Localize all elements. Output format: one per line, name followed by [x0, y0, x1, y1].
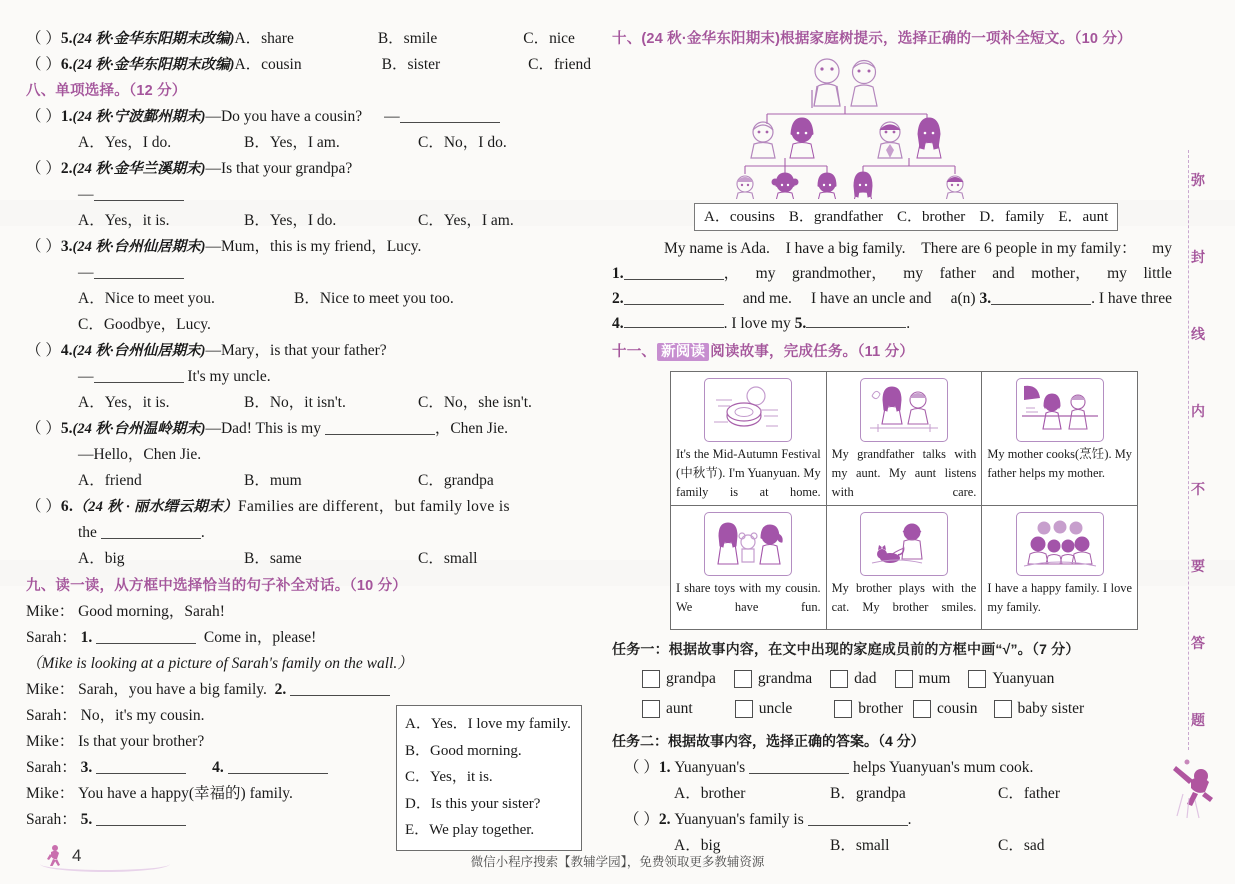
option-c[interactable]: C．nice — [523, 30, 575, 47]
story-panel — [671, 506, 827, 630]
speaker-label: Sarah： — [26, 759, 77, 776]
cloze-text: my — [903, 265, 924, 282]
question-stem: —Dad! This is my — [205, 420, 321, 437]
checkbox-item[interactable] — [895, 664, 965, 694]
checkbox[interactable] — [994, 700, 1012, 718]
answer-parenthesis[interactable]: （ ） — [26, 56, 61, 73]
aunt-figure — [790, 118, 814, 158]
cloze-text: I have an uncle and — [810, 290, 932, 307]
word-bank-b[interactable]: B．grandfather — [788, 209, 883, 225]
blank-number: 3. — [979, 290, 992, 307]
sealing-line-text — [1181, 170, 1215, 730]
answer-blank[interactable] — [94, 263, 184, 279]
answer-blank[interactable] — [624, 264, 724, 280]
speaker-label: Sarah： — [26, 629, 77, 646]
word-bank-d[interactable]: D．family — [979, 209, 1045, 225]
story-panel-text: I share toys with my cousin. We have fun. — [676, 581, 821, 614]
mother-figure — [917, 118, 941, 158]
brother-cat-icon — [860, 512, 948, 576]
cloze-text: grandmother， — [792, 265, 887, 282]
answer-parenthesis[interactable]: （ ） — [26, 108, 61, 125]
answer-line — [26, 182, 592, 208]
dialogue-text: Sarah，you have a big family. — [78, 681, 267, 698]
checkbox-label: Yuanyuan — [992, 670, 1055, 687]
cloze-text: a(n) — [950, 290, 976, 307]
checkbox-item[interactable] — [968, 664, 1068, 694]
option-b[interactable]: B．No，it isn't. — [244, 394, 346, 411]
grandfather-aunt-talking-icon — [860, 378, 948, 442]
option-a[interactable]: A．friend — [78, 472, 142, 489]
option-b[interactable]: B．mum — [244, 472, 302, 489]
cloze-line — [612, 236, 1172, 261]
question-row — [26, 26, 592, 52]
uncle-figure — [751, 122, 775, 158]
dialogue-line — [26, 625, 592, 651]
cousin-child-figure — [818, 173, 836, 199]
task-1-label: 任务一：根据故事内容，在文中出现的家庭成员前的方框中画“√”。（7 分） — [612, 641, 1080, 657]
task-2-label: 任务二：根据故事内容，选择正确的答案。（4 分） — [612, 733, 925, 749]
dialogue-reply: —Hello，Chen Jie. — [78, 446, 202, 463]
story-panel — [826, 506, 982, 630]
answer-blank[interactable] — [96, 758, 186, 774]
stem-tail: ，Chen Jie. — [434, 420, 509, 437]
question-number: 6. — [60, 498, 74, 515]
question-row — [612, 755, 1172, 781]
dialogue-text: You have a happy(幸福的) family. — [78, 785, 293, 802]
page-number: 4 — [72, 846, 82, 865]
answer-parenthesis[interactable]: （ ） — [26, 342, 61, 359]
checkbox-item[interactable] — [834, 694, 909, 724]
answer-blank[interactable] — [808, 810, 908, 826]
answer-dash: — — [78, 264, 94, 281]
answer-blank[interactable] — [749, 758, 849, 774]
seal-char: 要 — [1191, 557, 1205, 574]
sentence-bank-box — [396, 705, 582, 851]
checkbox-item[interactable] — [913, 694, 989, 724]
question-stem: Families are different，but family love is — [237, 498, 510, 515]
question-source: (24 秋·金华东阳期末改编) — [72, 57, 235, 73]
stem-tail: helps Yuanyuan's mum cook. — [852, 759, 1034, 776]
speaker-label: Sarah： — [26, 811, 77, 828]
bank-option-b[interactable]: B．Good morning. — [405, 742, 522, 759]
grandfather-figure — [812, 59, 840, 108]
option-a[interactable]: A．Nice to meet you. — [78, 290, 215, 307]
option-c[interactable]: C．grandpa — [418, 472, 494, 489]
section-8-heading: 八、单项选择。（12 分） — [26, 83, 187, 99]
question-number: 1. — [658, 759, 671, 776]
option-c[interactable]: C．No，I do. — [418, 134, 507, 151]
question-row — [612, 807, 1172, 833]
section-10-heading: 十、(24 秋·金华东阳期末)根据家庭树提示，选择正确的一项补全短文。（10 分） — [612, 31, 1132, 47]
section-11-heading — [612, 339, 1172, 365]
sibling-boy-figure — [946, 176, 964, 199]
blank-number: 2. — [612, 290, 624, 307]
checkbox-label: mum — [918, 670, 951, 687]
mooncakes-icon — [704, 378, 792, 442]
option-c[interactable]: C．small — [418, 550, 478, 567]
cousin-girl-figure — [772, 173, 798, 199]
option-c[interactable]: C．Yes，I am. — [418, 212, 514, 229]
answer-parenthesis[interactable]: （ ） — [26, 498, 61, 515]
seal-char: 内 — [1191, 403, 1205, 420]
cloze-text: mother， — [1031, 265, 1091, 282]
choice-row — [26, 468, 592, 494]
story-panel — [671, 372, 827, 506]
checkbox[interactable] — [642, 700, 660, 718]
word-bank-c[interactable]: C．brother — [896, 209, 966, 225]
cloze-line — [612, 286, 1172, 311]
checkbox-label: grandma — [757, 670, 813, 687]
option-a[interactable]: A．Yes，I do. — [78, 134, 172, 151]
cloze-text: my — [1152, 240, 1172, 257]
checkbox-item[interactable] — [642, 664, 730, 694]
option-c[interactable]: C．No，she isn't. — [418, 394, 532, 411]
checkbox-label: grandpa — [666, 670, 716, 687]
stem-tail: . — [907, 811, 912, 828]
story-grid-row — [671, 506, 1138, 630]
answer-blank[interactable] — [94, 185, 184, 201]
question-stem: Yuanyuan's — [674, 759, 746, 776]
checkbox-label: baby sister — [1017, 700, 1085, 717]
option-a[interactable]: A．big — [78, 550, 125, 567]
stage-direction: （Mike is looking at a picture of Sarah's family on the wall.） — [26, 655, 413, 672]
dialogue-line — [26, 677, 592, 703]
checkbox-label: dad — [854, 670, 877, 687]
speaker-label: Mike： — [26, 681, 75, 698]
question-stem: —Mum，this is my friend，Lucy. — [205, 238, 422, 255]
story-panel-text: My brother plays with the cat. My brother smiles. — [831, 581, 977, 614]
speaker-label: Mike： — [26, 785, 75, 802]
option-a[interactable]: A．Yes，it is. — [78, 212, 170, 229]
grandmother-figure — [851, 61, 877, 107]
question-number: 4. — [60, 342, 73, 359]
story-panel — [826, 372, 982, 506]
speaker-label: Sarah： — [26, 707, 77, 724]
option-b[interactable]: B．Nice to meet you too. — [294, 290, 454, 307]
cloze-text: My name is Ada. — [664, 240, 770, 257]
answer-parenthesis[interactable]: （ ） — [26, 420, 61, 437]
cloze-text: father — [939, 265, 976, 282]
answer-blank[interactable] — [96, 628, 196, 644]
option-a[interactable]: A．brother — [674, 785, 746, 802]
watermark-text: 微信小程序搜索【教辅学园】，免费领取更多教辅资源 — [470, 855, 765, 869]
seal-char: 题 — [1191, 711, 1205, 728]
question-number: 2. — [60, 160, 73, 177]
checkbox-item[interactable] — [734, 664, 826, 694]
option-c[interactable]: C．Goodbye，Lucy. — [78, 316, 211, 333]
story-panel-text: It's the Mid-Autumn Festival (中秋节). I'm Yuanyuan. My family is at home. — [676, 447, 821, 499]
family-tree-diagram — [612, 54, 1172, 199]
checkbox-item[interactable] — [994, 694, 1099, 724]
answer-blank[interactable] — [101, 523, 201, 539]
bank-option-a[interactable]: A．Yes．I love my family. — [405, 716, 571, 732]
happy-family-icon — [1016, 512, 1104, 576]
cloze-line — [612, 311, 1172, 336]
cloze-text: ， — [723, 265, 740, 282]
question-row — [26, 416, 592, 442]
option-a[interactable]: A．share — [234, 30, 294, 47]
answer-dash: — — [78, 368, 94, 385]
question-source: （24 秋 · 丽水缙云期末） — [73, 499, 238, 515]
blank-number: 1. — [612, 265, 624, 282]
question-source: (24 秋·台州仙居期末) — [72, 239, 206, 255]
question-number: 5. — [60, 420, 73, 437]
answer-blank[interactable] — [290, 680, 390, 696]
checkbox-label: uncle — [758, 700, 793, 717]
choice-row — [26, 390, 592, 416]
checkbox[interactable] — [834, 700, 852, 718]
answer-parenthesis[interactable]: （ ） — [624, 759, 659, 776]
checkbox[interactable] — [830, 670, 848, 688]
story-grid-row — [671, 372, 1138, 506]
checkbox-item[interactable] — [735, 694, 831, 724]
option-a[interactable]: A．cousin — [234, 56, 302, 73]
seal-char: 不 — [1191, 480, 1205, 497]
father-figure — [878, 122, 902, 158]
checkbox[interactable] — [895, 670, 913, 688]
word-bank-box — [694, 203, 1118, 231]
speaker-label: Mike： — [26, 733, 75, 750]
question-source: (24 秋·宁波鄞州期末) — [72, 109, 206, 125]
option-b[interactable]: B．grandpa — [830, 785, 906, 802]
story-panel — [982, 506, 1138, 630]
option-a[interactable]: A．big — [674, 837, 721, 854]
checkbox-item[interactable] — [830, 664, 890, 694]
question-source: (24 秋·台州温岭期末) — [72, 421, 206, 437]
stem-tail: . — [200, 524, 205, 541]
choice-row — [26, 208, 592, 234]
story-panel-text: My mother cooks(烹饪). My father helps my mother. — [987, 447, 1132, 480]
choice-row — [26, 286, 592, 312]
word-bank-a[interactable]: A．cousins — [704, 209, 775, 225]
word-bank-e[interactable]: E．aunt — [1058, 209, 1109, 225]
answer-parenthesis[interactable]: （ ） — [26, 238, 61, 255]
checkbox-row — [612, 664, 1172, 694]
cloze-text: . I have three — [1091, 290, 1172, 307]
question-number: 2. — [658, 811, 671, 828]
story-panel-text: My grandfather talks with my aunt. My aunt listens with care. — [831, 447, 977, 499]
option-b[interactable]: B．Yes，I am. — [244, 134, 340, 151]
stem-lead: the — [78, 524, 97, 541]
mother-cooking-icon — [1016, 378, 1104, 442]
option-c[interactable]: C．friend — [528, 56, 592, 73]
question-row — [26, 156, 592, 182]
question-number: 6. — [60, 56, 73, 73]
story-panel-text: I have a happy family. I love my family. — [987, 581, 1132, 614]
answer-blank[interactable] — [400, 107, 500, 123]
cloze-text: little — [1143, 265, 1172, 282]
bank-option-e[interactable]: E．We play together. — [405, 822, 535, 838]
family-tree-svg — [727, 54, 1057, 199]
bank-option-d[interactable]: D．Is this your sister? — [405, 795, 541, 812]
checkbox-row — [612, 694, 1172, 724]
option-b[interactable]: B．smile — [377, 30, 438, 47]
cloze-passage — [612, 236, 1172, 336]
checkbox-item[interactable] — [642, 694, 731, 724]
dialogue-text: Good morning，Sarah! — [78, 603, 225, 620]
option-c[interactable]: C．father — [998, 785, 1060, 802]
sibling-girl-figure — [854, 172, 872, 199]
heading-prefix: 十一、 — [612, 344, 657, 360]
question-row — [26, 104, 592, 130]
cloze-text: and me. — [742, 290, 792, 307]
answer-parenthesis[interactable]: （ ） — [26, 30, 61, 47]
answer-line — [26, 442, 592, 468]
checkbox[interactable] — [734, 670, 752, 688]
cloze-text: I have a big family. — [785, 240, 906, 257]
option-c[interactable]: C．sad — [998, 837, 1045, 854]
cloze-text: my — [755, 265, 776, 282]
option-b[interactable]: B．sister — [381, 56, 441, 73]
answer-dash: — — [384, 108, 400, 125]
question-number: 5. — [60, 30, 73, 47]
seal-char: 线 — [1191, 326, 1205, 343]
new-reading-badge: 新阅读 — [657, 343, 709, 361]
checkbox-label: brother — [858, 700, 904, 717]
blank-number: 3. — [80, 759, 93, 776]
question-row — [26, 52, 592, 78]
answer-blank[interactable] — [96, 810, 186, 826]
bank-option-c[interactable]: C．Yes，it is. — [405, 769, 493, 785]
question-stem: —Do you have a cousin? — [205, 108, 363, 125]
question-number: 1. — [60, 108, 73, 125]
blank-number: 5. — [794, 315, 807, 332]
stem-tail: It's my uncle. — [187, 368, 271, 385]
blank-number: 5. — [80, 811, 93, 828]
answer-blank[interactable] — [624, 289, 724, 305]
answer-blank[interactable] — [806, 312, 906, 328]
question-source: (24 秋·台州仙居期末) — [72, 343, 206, 359]
cloze-text: and — [992, 265, 1015, 282]
checkbox[interactable] — [735, 700, 753, 718]
seal-char: 弥 — [1191, 172, 1205, 188]
cousin-boy-figure — [736, 176, 754, 199]
option-b[interactable]: B．small — [830, 837, 890, 854]
question-row — [26, 234, 592, 260]
answer-blank[interactable] — [325, 419, 435, 435]
option-b[interactable]: B．Yes，I do. — [244, 212, 337, 229]
question-number: 3. — [60, 238, 73, 255]
checkbox-label: cousin — [937, 700, 978, 717]
choice-row — [26, 546, 592, 572]
right-column — [612, 26, 1172, 859]
answer-line — [26, 260, 592, 286]
answer-parenthesis[interactable]: （ ） — [624, 811, 659, 828]
answer-dash: — — [78, 186, 94, 203]
cloze-line — [612, 261, 1172, 286]
question-stem: —Mary，is that your father? — [205, 342, 387, 359]
cloze-text: There are 6 people in my family： — [921, 240, 1137, 257]
blank-number: 1. — [80, 629, 93, 646]
choice-row — [612, 781, 1172, 807]
story-panel — [982, 372, 1138, 506]
answer-line — [26, 364, 592, 390]
seal-char: 答 — [1191, 634, 1205, 651]
option-b[interactable]: B．same — [244, 550, 302, 567]
option-a[interactable]: A．Yes，it is. — [78, 394, 170, 411]
question-source: (24 秋·金华东阳期末改编) — [72, 31, 235, 47]
checkbox[interactable] — [968, 670, 986, 688]
dialogue-text: No，it's my cousin. — [80, 707, 205, 724]
checkbox-label: aunt — [666, 700, 693, 717]
blank-number: 4. — [212, 759, 224, 776]
seal-char: 封 — [1191, 249, 1205, 266]
answer-blank[interactable] — [991, 289, 1091, 305]
choice-row — [26, 312, 592, 338]
answer-line — [26, 520, 592, 546]
answer-blank[interactable] — [624, 312, 724, 328]
heading-suffix: 阅读故事，完成任务。（11 分） — [710, 344, 915, 360]
blank-number: 2. — [274, 681, 287, 698]
sharing-toys-icon — [704, 512, 792, 576]
question-stem: Yuanyuan's family is — [674, 811, 804, 828]
choice-row — [26, 130, 592, 156]
answer-blank[interactable] — [94, 367, 184, 383]
question-stem: —Is that your grandpa? — [205, 160, 353, 177]
dialogue-line — [26, 599, 592, 625]
dialogue-text: Come in，please! — [203, 629, 317, 646]
cloze-text: . — [906, 315, 911, 332]
answer-parenthesis[interactable]: （ ） — [26, 160, 61, 177]
question-row — [26, 338, 592, 364]
story-panel-grid — [670, 371, 1138, 630]
question-source: (24 秋·金华兰溪期末) — [72, 161, 206, 177]
question-row — [26, 494, 592, 520]
cloze-text: . I love my — [723, 315, 791, 332]
checkbox[interactable] — [913, 700, 931, 718]
blank-number: 4. — [612, 315, 624, 332]
dialogue-text: Is that your brother? — [78, 733, 205, 750]
cloze-text: my — [1107, 265, 1127, 282]
answer-blank[interactable] — [228, 758, 328, 774]
decorative-figure-icon — [1161, 754, 1219, 820]
section-9-heading: 九、读一读，从方框中选择恰当的句子补全对话。（10 分） — [26, 578, 408, 594]
speaker-label: Mike： — [26, 603, 75, 620]
checkbox[interactable] — [642, 670, 660, 688]
